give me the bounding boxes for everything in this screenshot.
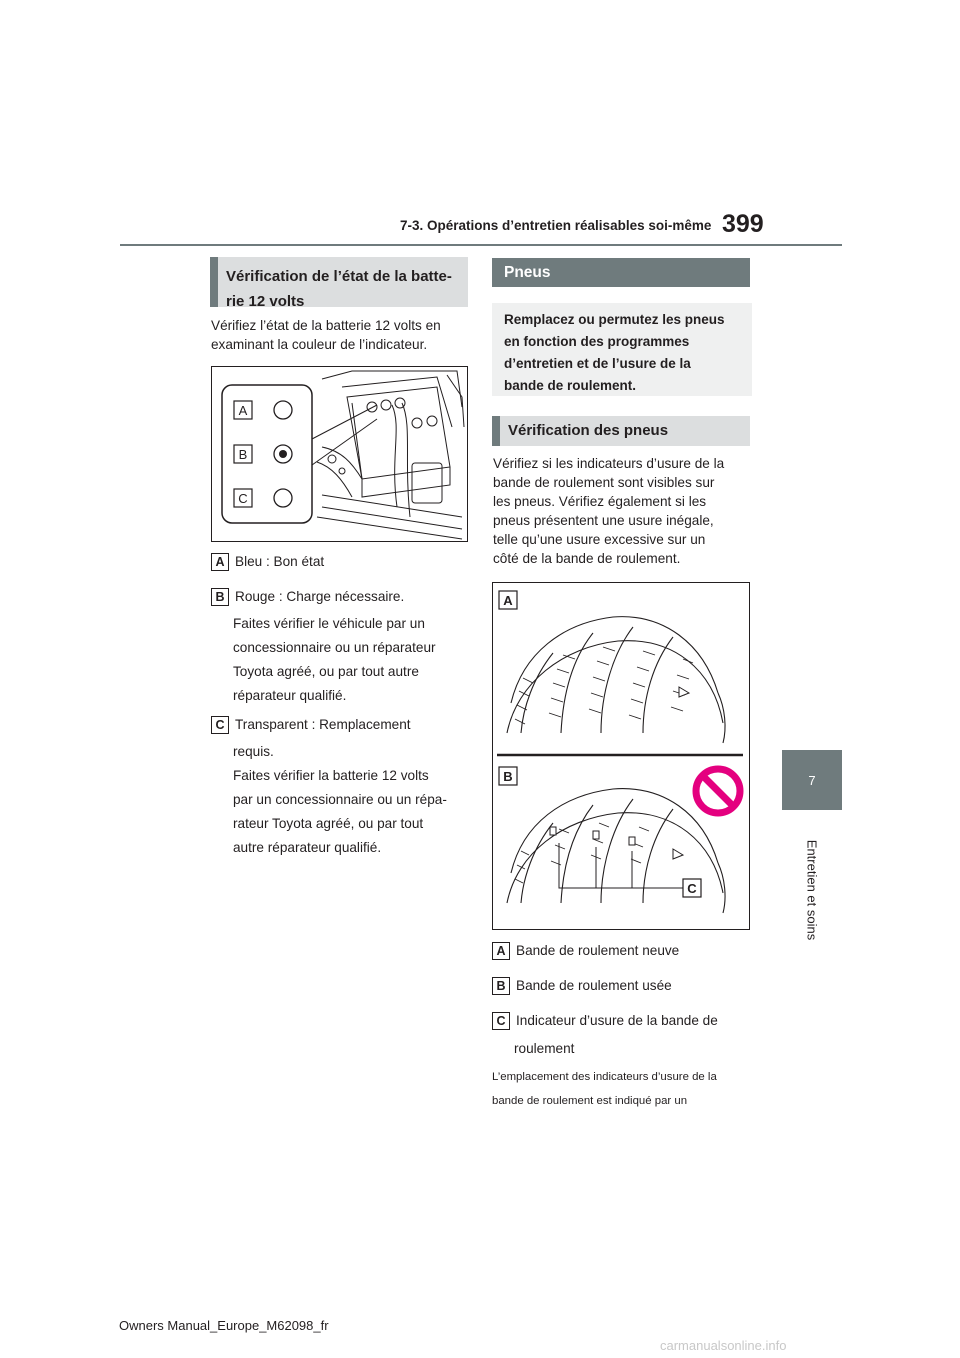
item-text: requis. — [233, 744, 274, 759]
tires-heading-text: Pneus — [504, 264, 551, 281]
tires-box-line: Remplacez ou permutez les pneus — [504, 312, 725, 327]
item-text: Transparent : Remplacement — [235, 717, 411, 732]
battery-heading-line-2: rie 12 volts — [226, 293, 305, 310]
tires-box-line: d’entretien et de l’usure de la — [504, 356, 691, 371]
header-rule — [120, 244, 842, 246]
tire-intro-line: bande de roulement sont visibles sur — [493, 475, 715, 490]
prohibition-icon — [696, 769, 740, 813]
tire-intro-line: Vérifiez si les indicateurs d’usure de la — [493, 456, 725, 471]
item-text: Rouge : Charge nécessaire. — [235, 589, 405, 604]
tires-info-box — [492, 303, 752, 396]
tires-box-line: bande de roulement. — [504, 378, 637, 393]
battery-intro — [211, 316, 471, 354]
tires-box-line: en fonction des programmes — [504, 334, 690, 349]
item-letter-a: A — [211, 553, 229, 571]
tire-intro-line: les pneus. Vérifiez également si les — [493, 494, 707, 509]
section-header-title: 7-3. Opérations d’entretien réalisables soi-même — [400, 218, 712, 233]
chapter-number: 7 — [808, 772, 816, 788]
item-text: rateur Toyota agréé, ou par tout — [233, 816, 424, 831]
tire-legend-list — [492, 939, 754, 1113]
item-text: par un concessionnaire ou un répa- — [233, 792, 447, 807]
tire-item-letter-c: C — [492, 1012, 510, 1030]
tire-item-letter-a: A — [492, 942, 510, 960]
list-item — [492, 1009, 754, 1033]
tire-intro-line: pneus présentent une usure inégale, — [493, 513, 714, 528]
indicator-clear-icon — [274, 489, 292, 507]
list-item — [492, 974, 754, 998]
chapter-label — [800, 830, 824, 950]
indicator-red-icon — [279, 450, 287, 458]
item-text: Indicateur d’usure de la bande de — [516, 1013, 718, 1028]
tire-note-line: L’emplacement des indicateurs d’usure de la — [492, 1071, 717, 1083]
tire-intro-line: côté de la bande de roulement. — [493, 551, 681, 566]
item-text: autre réparateur qualifié. — [233, 840, 382, 855]
footer-doc-id: Owners Manual_Europe_M62098_fr — [119, 1318, 329, 1333]
indicator-blue-icon — [274, 401, 292, 419]
chapter-label-text: Entretien et soins — [804, 839, 820, 941]
battery-status-list — [211, 550, 473, 860]
item-text: Bande de roulement neuve — [516, 943, 680, 958]
tire-check-heading — [492, 416, 750, 446]
battery-indicator-figure — [211, 366, 468, 542]
list-item — [211, 550, 473, 574]
tire-label-a: A — [503, 593, 513, 608]
figure-label-b: B — [238, 447, 248, 462]
list-item — [211, 713, 473, 737]
figure-label-a: A — [238, 403, 248, 418]
item-text: roulement — [514, 1041, 575, 1056]
tire-intro-line: telle qu’une usure excessive sur un — [493, 532, 706, 547]
tire-tread-figure — [492, 582, 750, 930]
item-text: Bleu : Bon état — [235, 554, 325, 569]
battery-heading-line-1: Vérification de l’état de la batte- — [226, 268, 452, 285]
tire-illustration — [493, 583, 749, 929]
item-text: Faites vérifier le véhicule par un — [233, 616, 425, 631]
tire-check-heading-text: Vérification des pneus — [508, 422, 669, 439]
tires-section-heading — [492, 258, 750, 287]
tire-note-line: bande de roulement est indiqué par un — [492, 1095, 688, 1107]
watermark: carmanualsonline.info — [660, 1338, 787, 1353]
battery-intro-line-2: examinant la couleur de l’indicateur. — [211, 337, 428, 352]
battery-intro-line-1: Vérifiez l’état de la batterie 12 volts en — [211, 318, 441, 333]
item-letter-b: B — [211, 588, 229, 606]
item-text: concessionnaire ou un réparateur — [233, 640, 436, 655]
tire-item-letter-b: B — [492, 977, 510, 995]
list-item — [492, 939, 754, 963]
item-letter-c: C — [211, 716, 229, 734]
tire-label-b: B — [503, 769, 513, 784]
tire-check-intro — [493, 454, 755, 568]
item-text: réparateur qualifié. — [233, 688, 347, 703]
battery-section-heading — [210, 257, 468, 310]
figure-label-c: C — [238, 491, 248, 506]
list-item — [211, 585, 473, 609]
item-text: Toyota agréé, ou par tout autre — [233, 664, 419, 679]
chapter-tab — [782, 750, 842, 810]
page-number: 399 — [722, 210, 764, 238]
battery-illustration — [212, 367, 467, 541]
item-text: Bande de roulement usée — [516, 978, 672, 993]
tire-label-c: C — [687, 881, 697, 896]
item-text: Faites vérifier la batterie 12 volts — [233, 768, 429, 783]
